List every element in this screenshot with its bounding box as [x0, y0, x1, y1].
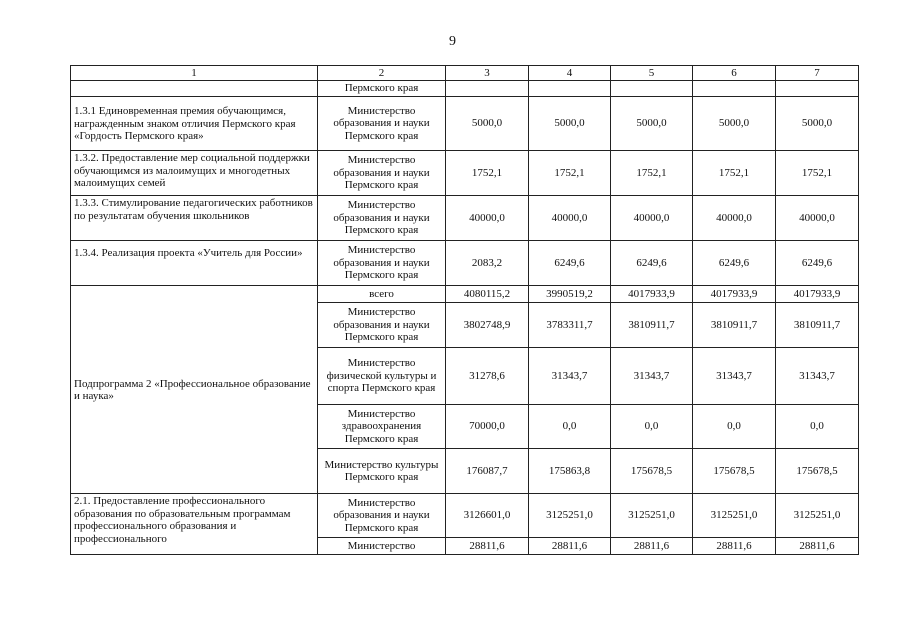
- value-cell: 3125251,0: [776, 494, 859, 538]
- value-cell: 28811,6: [446, 538, 529, 555]
- measure-name: 1.3.3. Стимулирование педагогических работников по результатам обучения школьников: [71, 196, 318, 241]
- table-row: [71, 286, 859, 303]
- value-cell: 176087,7: [446, 449, 529, 494]
- value-cell: 6249,6: [776, 241, 859, 286]
- ministry-cell: Министерство образования и науки Пермского края: [318, 196, 446, 241]
- value-cell: 5000,0: [611, 97, 693, 151]
- value-cell: 175678,5: [693, 449, 776, 494]
- value-cell: 0,0: [693, 405, 776, 449]
- value-cell: 3810911,7: [776, 303, 859, 348]
- value-cell: 28811,6: [693, 538, 776, 555]
- value-cell: 0,0: [611, 405, 693, 449]
- empty-cell: [611, 81, 693, 97]
- column-number: 1: [71, 66, 318, 81]
- ministry-cell: Министерство образования и науки Пермского края: [318, 241, 446, 286]
- page-number: 9: [449, 34, 456, 49]
- value-cell: 1752,1: [776, 151, 859, 196]
- value-cell: 4080115,2: [446, 286, 529, 303]
- empty-cell: [776, 81, 859, 97]
- empty-cell: [693, 81, 776, 97]
- value-cell: 6249,6: [529, 241, 611, 286]
- value-cell: 5000,0: [693, 97, 776, 151]
- ministry-cell: Министерство образования и науки Пермского края: [318, 303, 446, 348]
- value-cell: 3810911,7: [693, 303, 776, 348]
- value-cell: 31278,6: [446, 348, 529, 405]
- value-cell: 70000,0: [446, 405, 529, 449]
- column-number-row: [71, 66, 859, 81]
- value-cell: 6249,6: [693, 241, 776, 286]
- value-cell: 3810911,7: [611, 303, 693, 348]
- value-cell: 31343,7: [693, 348, 776, 405]
- value-cell: 3125251,0: [611, 494, 693, 538]
- ministry-cell: Министерство образования и науки Пермского края: [318, 494, 446, 538]
- ministry-cell: Министерство образования и науки Пермского края: [318, 97, 446, 151]
- ministry-cell: Министерство культуры Пермского края: [318, 449, 446, 494]
- value-cell: 40000,0: [611, 196, 693, 241]
- value-cell: 28811,6: [776, 538, 859, 555]
- measure-name: 2.1. Предоставление профессионального образования по образовательным программам профессионального образования и профессионального: [71, 494, 318, 555]
- ministry-cell: Министерство образования и науки Пермского края: [318, 151, 446, 196]
- value-cell: 175678,5: [611, 449, 693, 494]
- value-cell: 175678,5: [776, 449, 859, 494]
- value-cell: 3990519,2: [529, 286, 611, 303]
- empty-cell: [446, 81, 529, 97]
- ministry-cell: Министерство здравоохранения Пермского края: [318, 405, 446, 449]
- value-cell: 0,0: [776, 405, 859, 449]
- value-cell: 3125251,0: [529, 494, 611, 538]
- column-number: 3: [446, 66, 529, 81]
- ministry-cell: Пермского края: [318, 81, 446, 97]
- value-cell: 5000,0: [529, 97, 611, 151]
- subprogram-name: Подпрограмма 2 «Профессиональное образование и наука»: [71, 286, 318, 494]
- value-cell: 1752,1: [446, 151, 529, 196]
- column-number: 7: [776, 66, 859, 81]
- measure-name: 1.3.4. Реализация проекта «Учитель для России»: [71, 241, 318, 286]
- value-cell: 40000,0: [446, 196, 529, 241]
- value-cell: 6249,6: [611, 241, 693, 286]
- ministry-cell: Министерство физической культуры и спорта Пермского края: [318, 348, 446, 405]
- value-cell: 2083,2: [446, 241, 529, 286]
- table-row: [71, 151, 859, 196]
- value-cell: 3802748,9: [446, 303, 529, 348]
- value-cell: 5000,0: [446, 97, 529, 151]
- ministry-cell: Министерство: [318, 538, 446, 555]
- value-cell: 1752,1: [529, 151, 611, 196]
- value-cell: 5000,0: [776, 97, 859, 151]
- empty-cell: [71, 81, 318, 97]
- table-row: [71, 196, 859, 241]
- column-number: 6: [693, 66, 776, 81]
- value-cell: 4017933,9: [776, 286, 859, 303]
- value-cell: 3126601,0: [446, 494, 529, 538]
- table-row: [71, 241, 859, 286]
- table-row: [71, 97, 859, 151]
- value-cell: 1752,1: [611, 151, 693, 196]
- value-cell: 1752,1: [693, 151, 776, 196]
- value-cell: 4017933,9: [611, 286, 693, 303]
- value-cell: 31343,7: [611, 348, 693, 405]
- value-cell: 0,0: [529, 405, 611, 449]
- value-cell: 31343,7: [529, 348, 611, 405]
- ministry-cell: всего: [318, 286, 446, 303]
- measure-name: 1.3.2. Предоставление мер социальной поддержки обучающимся из малоимущих и многодетных малоимущих семей: [71, 151, 318, 196]
- budget-table: [70, 65, 859, 555]
- value-cell: 31343,7: [776, 348, 859, 405]
- empty-cell: [529, 81, 611, 97]
- table-row: [71, 494, 859, 538]
- continuation-row: [71, 81, 859, 97]
- value-cell: 28811,6: [611, 538, 693, 555]
- measure-name: 1.3.1 Единовременная премия обучающимся, награжденным знаком отличия Пермского края «Гордость Пермского края»: [71, 97, 318, 151]
- value-cell: 28811,6: [529, 538, 611, 555]
- value-cell: 40000,0: [529, 196, 611, 241]
- value-cell: 3783311,7: [529, 303, 611, 348]
- value-cell: 3125251,0: [693, 494, 776, 538]
- column-number: 2: [318, 66, 446, 81]
- column-number: 4: [529, 66, 611, 81]
- value-cell: 4017933,9: [693, 286, 776, 303]
- column-number: 5: [611, 66, 693, 81]
- value-cell: 175863,8: [529, 449, 611, 494]
- value-cell: 40000,0: [776, 196, 859, 241]
- value-cell: 40000,0: [693, 196, 776, 241]
